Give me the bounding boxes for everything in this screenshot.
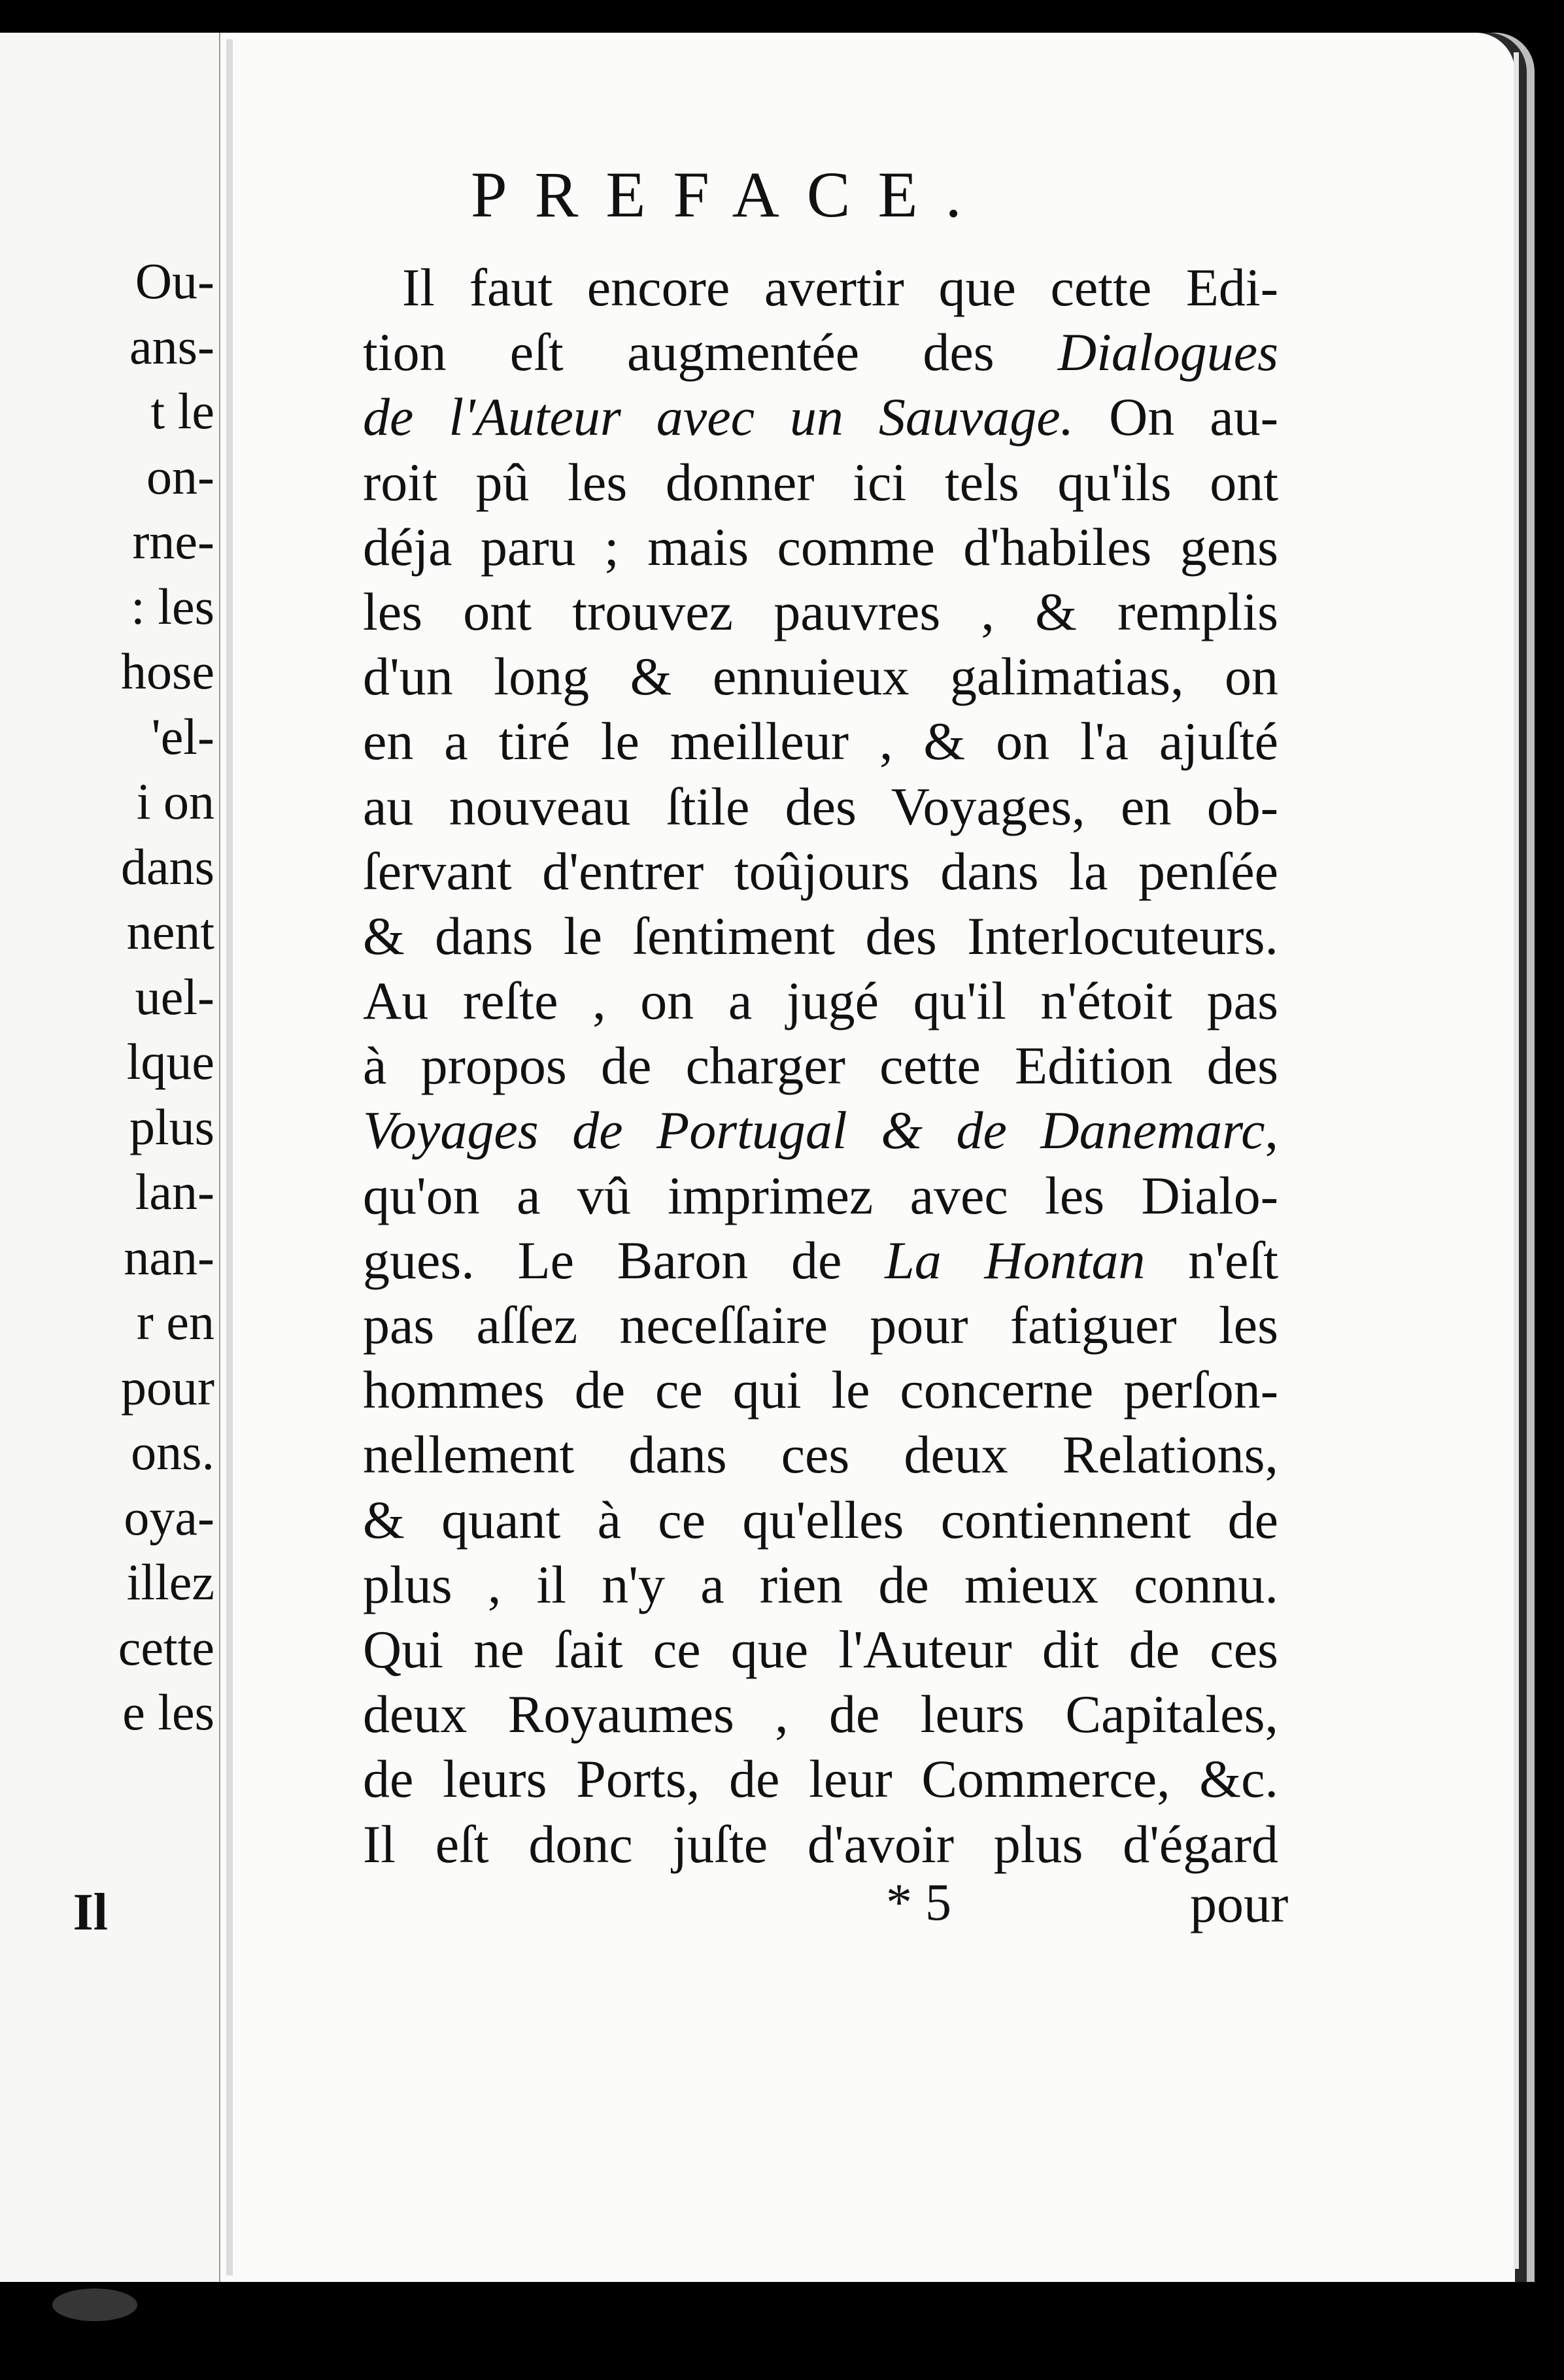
left-fragment-line: 'el- [151,707,214,765]
text-line [363,1488,1278,1552]
text-line [363,1422,1278,1487]
book-gutter [226,39,233,2275]
left-fragment-line: on- [146,447,214,505]
text-line [363,1033,1278,1098]
text-line [363,1098,1278,1163]
running-head: PREFACE. [471,158,989,231]
text-segment: tion eſt augmentée des [363,322,1058,382]
left-fragment-line: ans- [129,317,214,375]
text-segment: Qui ne ſait ce que l'Auteur dit de ces [363,1619,1278,1679]
ink-smudge [52,2288,137,2321]
left-page-text-fragments [118,248,214,1745]
text-segment: nellement dans ces deux Relations, [363,1425,1278,1485]
left-fragment-line: i on [136,773,214,830]
left-fragment-line: : les [131,577,214,635]
text-segment: au nouveau ſtile des Voyages, en ob- [363,776,1278,836]
text-segment: , [1265,1100,1278,1161]
text-segment: Il eſt donc juſte d'avoir plus d'égard [363,1814,1278,1874]
left-fragment-line: cette [118,1618,214,1676]
left-page [0,33,226,2282]
text-segment: Il faut encore avertir que cette Edi- [402,258,1278,317]
text-line [363,320,1278,384]
left-fragment-line: illez [126,1554,214,1610]
left-fragment-line: nent [126,903,214,960]
text-segment: roit pû les donner ici tels qu'ils ont [363,452,1278,512]
left-fragment-line: lque [126,1033,214,1090]
text-segment: gues. Le Baron de [363,1230,885,1290]
left-page-catchword: Il [73,1884,108,1941]
text-line [363,1163,1278,1228]
text-segment: de leurs Ports, de leur Commerce, &c. [363,1749,1278,1809]
left-fragment-line: nan- [124,1228,214,1285]
left-fragment-line: Ou- [135,252,214,309]
left-fragment-line: dans [121,838,214,895]
text-segment: les ont trouvez pauvres , & remplis [363,581,1278,641]
left-fragment-line: r en [136,1293,214,1350]
text-line [363,579,1278,644]
italic-text: La Hontan [885,1230,1146,1290]
text-line [363,384,1278,449]
text-line [363,1228,1278,1293]
text-line [363,839,1278,904]
text-segment: On au- [1074,387,1279,447]
text-line [363,515,1278,579]
left-fragment-line: e les [122,1684,214,1741]
text-line [363,1293,1278,1357]
left-fragment-line: t le [150,382,214,439]
body-text [363,255,1278,1877]
text-segment: hommes de ce qui le concerne perſon- [363,1360,1278,1420]
text-line [363,774,1278,839]
text-segment: déja paru ; mais comme d'habiles gens [363,517,1278,577]
left-fragment-line: pour [121,1358,214,1416]
text-line [363,1617,1278,1682]
text-line [363,904,1278,968]
text-segment: en a tiré le meilleur , & on l'a ajuſté [363,711,1278,772]
text-line [363,968,1278,1033]
left-fragment-line: uel- [135,968,214,1025]
text-line [363,709,1278,774]
left-fragment-line: lan- [135,1163,214,1220]
text-line [363,1357,1278,1422]
text-line [363,1552,1278,1617]
text-segment: & dans le ſentiment des Interlocuteurs. [363,906,1278,966]
text-segment: ſervant d'entrer toûjours dans la penſée [363,841,1278,901]
italic-text: Dialogues [1057,322,1278,382]
italic-text: de l'Auteur avec un Sauvage. [363,387,1074,447]
left-fragment-line: rne- [132,513,214,570]
left-fragment-line: hose [121,643,214,700]
text-segment: deux Royaumes , de leurs Capitales, [363,1684,1278,1744]
left-fragment-line: oya- [124,1488,214,1546]
left-fragment-line: ons. [131,1423,214,1480]
text-line [363,450,1278,515]
text-line [363,1812,1278,1877]
text-segment: n'eſt [1145,1230,1278,1290]
text-segment: & quant à ce qu'elles contiennent de [363,1489,1278,1550]
text-line [363,1746,1278,1811]
text-segment: Au reſte , on a jugé qu'il n'étoit pas [363,971,1278,1031]
text-segment: plus , il n'y a rien de mieux connu. [363,1554,1278,1614]
text-segment: pas aſſez neceſſaire pour fatiguer les [363,1295,1278,1355]
italic-text: Voyages de Portugal & de Danemarc [363,1100,1265,1161]
right-page-catchword: pour [1190,1874,1289,1933]
text-line [363,255,1278,320]
left-fragment-line: plus [129,1098,214,1155]
text-line [363,1682,1278,1746]
text-segment: à propos de charger cette Edition des [363,1036,1278,1096]
text-segment: qu'on a vû imprimez avec les Dialo- [363,1165,1278,1225]
text-line [363,644,1278,709]
text-segment: d'un long & ennuieux galimatias, on [363,647,1278,707]
page-edge [1514,52,1519,2269]
signature-mark: * 5 [886,1874,951,1931]
